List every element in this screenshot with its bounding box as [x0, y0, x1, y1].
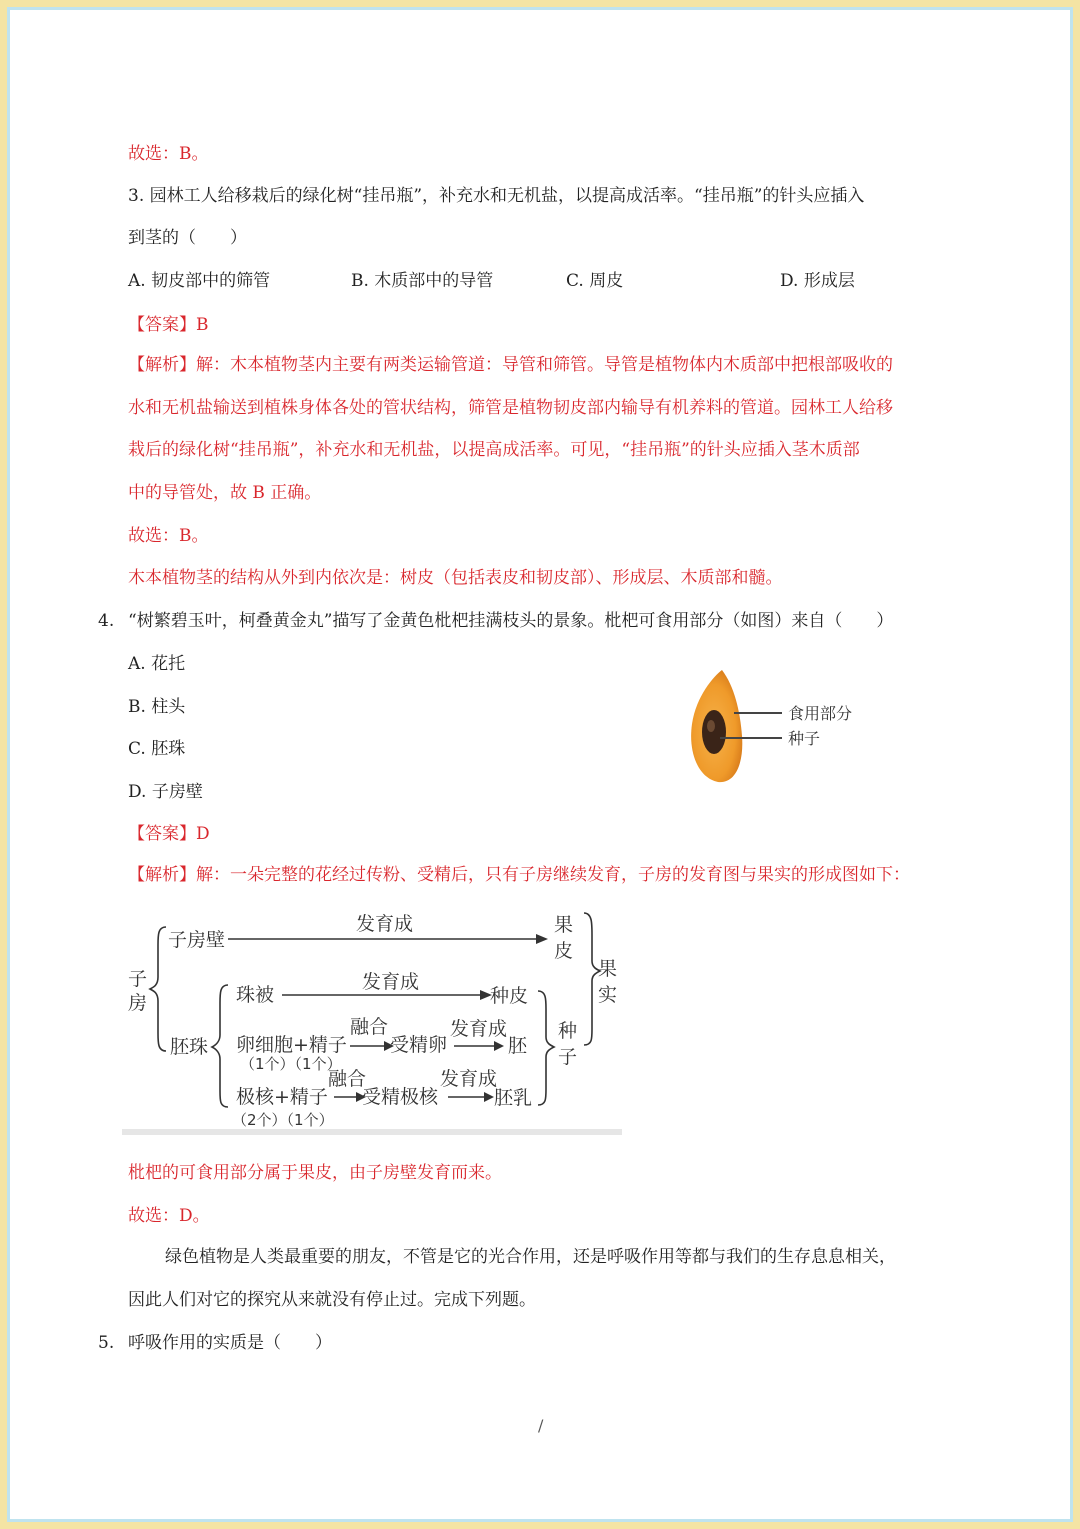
q4-option-c: C. 胚珠 — [128, 739, 186, 759]
label-seed-2: 子 — [558, 1046, 578, 1068]
label-ovary-wall: 子房壁 — [168, 929, 226, 951]
q3-answer: B — [196, 315, 209, 335]
answer-tag: 【答案】 — [128, 315, 196, 335]
q3-answer-line — [128, 313, 209, 337]
label-seed: 种子 — [788, 729, 821, 748]
q4-conclusion: 枇杷的可食用部分属于果皮，由子房壁发育而来。 — [128, 1163, 502, 1183]
analysis-tag: 【解析】 — [128, 355, 196, 375]
label-fuse-1: 融合 — [350, 1016, 389, 1038]
label-egg-count: （1个）（1个） — [240, 1055, 342, 1073]
label-embryo: 胚 — [508, 1035, 528, 1057]
q3-option-b: B. 木质部中的导管 — [351, 271, 494, 291]
q4-option-d: D. 子房壁 — [128, 782, 203, 802]
label-integument: 珠被 — [236, 984, 275, 1006]
prev-choice: 故选：B。 — [128, 144, 209, 164]
label-ovary-2: 房 — [128, 992, 148, 1014]
label-develops-2: 发育成 — [362, 971, 420, 993]
q4-analysis-text1: 解：一朵完整的花经过传粉、受精后，只有子房继续发育，子房的发育图与果实的形成图如下： — [196, 865, 910, 885]
page-footer-mark: / — [538, 1416, 544, 1435]
arrowhead — [494, 1041, 504, 1051]
label-fertilized-polar: 受精极核 — [362, 1086, 439, 1108]
q3-stem-line1: 3. 园林工人给移栽后的绿化树“挂吊瓶”，补充水和无机盐，以提高成活率。“挂吊瓶”的针头应插入 — [128, 186, 865, 206]
q3-analysis-line2: 水和无机盐输送到植株身体各处的管状结构，筛管是植物韧皮部内输导有机养料的管道。园林工人给移 — [128, 398, 893, 418]
label-polar-count: （2个）（1个） — [232, 1111, 334, 1129]
q3-stem-line2: 到茎的（ ） — [128, 228, 247, 248]
q3-note: 木本植物茎的结构从外到内依次是：树皮（包括表皮和韧皮部）、形成层、木质部和髓。 — [128, 568, 783, 588]
label-pericarp-2: 皮 — [554, 940, 574, 962]
q5-number: 5. — [98, 1333, 115, 1353]
q3-choice: 故选：B。 — [128, 526, 209, 546]
loquat-figure — [684, 666, 884, 786]
q3-option-a: A. 韧皮部中的筛管 — [128, 271, 271, 291]
arrowhead — [484, 1092, 494, 1102]
label-ovule: 胚珠 — [170, 1036, 209, 1058]
label-seed-coat: 种皮 — [490, 985, 529, 1007]
arrowhead — [536, 934, 548, 944]
q4-number: 4. — [98, 611, 115, 631]
q3-option-c: C. 周皮 — [566, 271, 624, 291]
q4-option-b: B. 柱头 — [128, 697, 186, 717]
analysis-tag: 【解析】 — [128, 865, 196, 885]
ovary-development-diagram — [122, 905, 626, 1143]
label-develops-1: 发育成 — [356, 913, 414, 935]
label-zygote: 受精卵 — [390, 1034, 448, 1056]
q4-answer-line — [128, 822, 210, 846]
q3-option-d: D. 形成层 — [780, 271, 855, 291]
loquat-seed — [702, 710, 726, 754]
label-fruit-1: 果 — [598, 958, 618, 980]
q4-answer: D — [196, 824, 210, 844]
brace-ovule — [212, 985, 228, 1107]
q5-stem: 呼吸作用的实质是（ ） — [128, 1333, 332, 1353]
label-fruit-2: 实 — [598, 984, 618, 1006]
label-fuse-2: 融合 — [328, 1068, 367, 1090]
q3-analysis-line4: 中的导管处，故 B 正确。 — [128, 483, 322, 503]
q4-option-a: A. 花托 — [128, 654, 186, 674]
intro-line2: 因此人们对它的探究从来就没有停止过。完成下列题。 — [128, 1290, 536, 1310]
label-edible: 食用部分 — [788, 704, 853, 723]
answer-tag: 【答案】 — [128, 824, 196, 844]
intro-line1: 绿色植物是人类最重要的朋友，不管是它的光合作用，还是呼吸作用等都与我们的生存息息相关， — [165, 1247, 896, 1267]
q3-analysis-line1 — [128, 353, 893, 377]
q3-analysis-line3: 栽后的绿化树“挂吊瓶”，补充水和无机盐，以提高成活率。可见，“挂吊瓶”的针头应插入茎木质部 — [128, 440, 860, 460]
label-develops-3: 发育成 — [450, 1018, 508, 1040]
q4-analysis-line1 — [128, 863, 910, 887]
label-endosperm: 胚乳 — [494, 1087, 533, 1109]
q4-stem: “树繁碧玉叶，柯叠黄金丸”描写了金黄色枇杷挂满枝头的景象。枇杷可食用部分（如图）来自（ ） — [128, 611, 894, 631]
label-pericarp-1: 果 — [554, 914, 574, 936]
label-ovary-1: 子 — [128, 968, 148, 990]
label-polar-sperm: 极核+精子 — [236, 1086, 328, 1108]
label-seed-1: 种 — [558, 1020, 578, 1042]
label-develops-4: 发育成 — [440, 1068, 498, 1090]
seed-highlight — [707, 720, 715, 732]
brace-seed — [538, 991, 554, 1105]
label-egg-sperm: 卵细胞+精子 — [236, 1034, 347, 1056]
brace-ovary — [150, 927, 166, 1051]
diagram-baseline — [122, 1129, 622, 1135]
q3-analysis-text1: 解：木本植物茎内主要有两类运输管道：导管和筛管。导管是植物体内木质部中把根部吸收的 — [196, 355, 893, 375]
q4-choice: 故选：D。 — [128, 1206, 210, 1226]
